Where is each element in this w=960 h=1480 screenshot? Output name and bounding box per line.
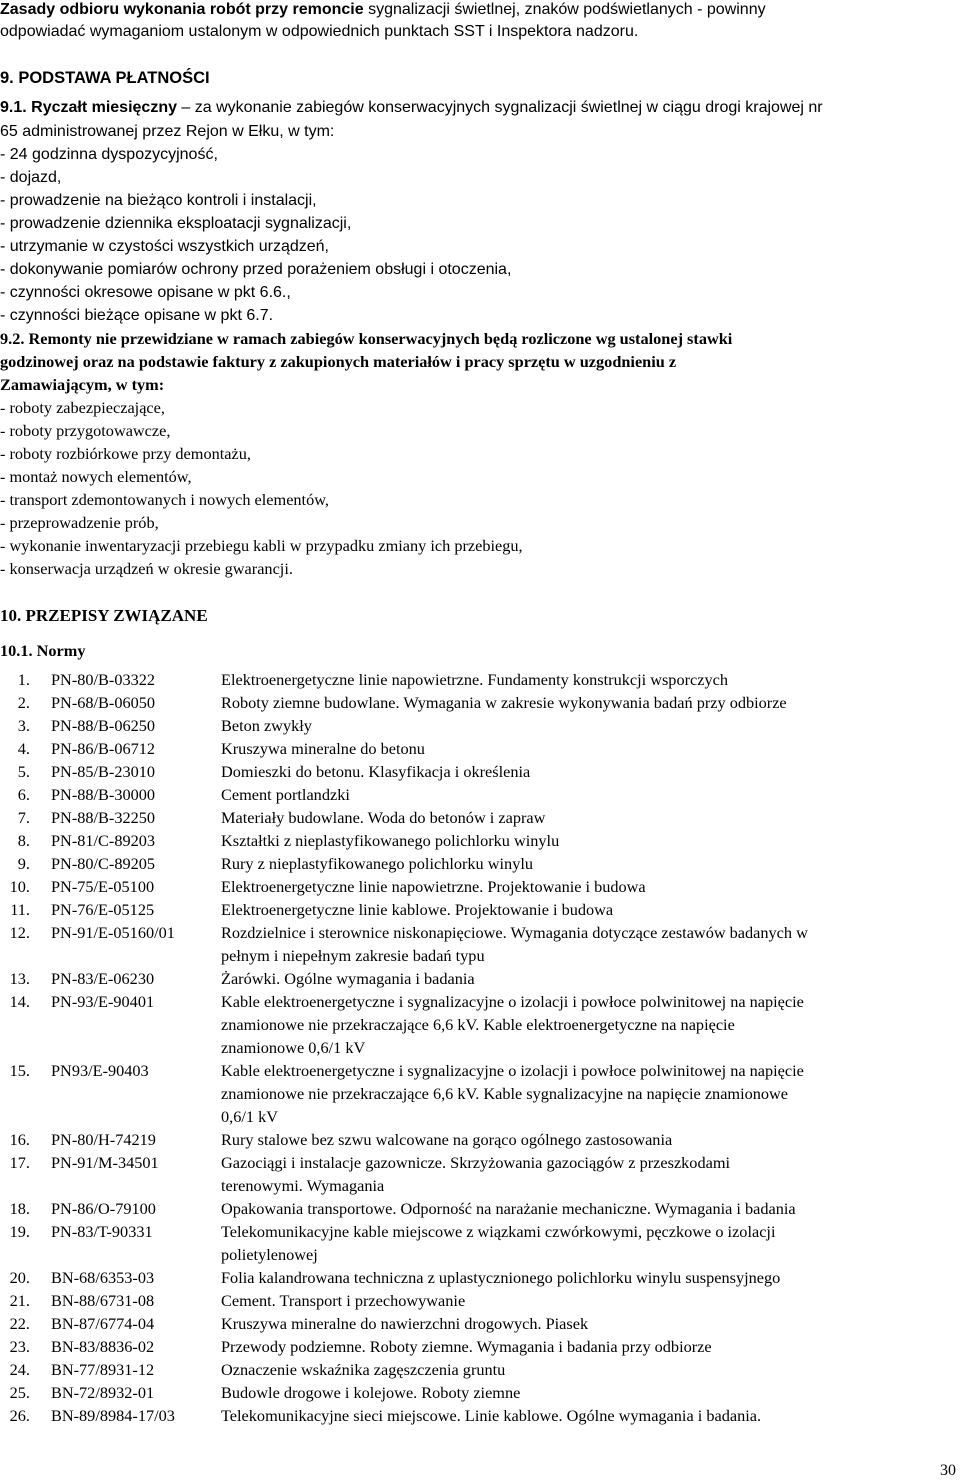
standard-title: Kruszywa mineralne do nawierzchni drogowych. Piasek (221, 1314, 589, 1333)
standard-number: 2. (17, 693, 30, 712)
standard-code: PN-83/T-90331 (51, 1222, 153, 1241)
s92-item: - roboty rozbiórkowe przy demontażu, (0, 444, 251, 463)
s91-item: - prowadzenie na bieżąco kontroli i instalacji, (0, 192, 317, 209)
standard-number: 22. (9, 1314, 30, 1333)
standard-title: Kształtki z nieplastyfikowanego polichlorku winylu (221, 831, 560, 850)
intro-bold-lead: Zasady odbioru wykonania robót przy remoncie (0, 1, 364, 18)
standard-title: pełnym i niepełnym zakresie badań typu (221, 946, 485, 965)
standard-title: Rury stalowe bez szwu walcowane na gorąco ogólnego zastosowania (221, 1130, 673, 1149)
s91-item: - 24 godzinna dyspozycyjność, (0, 146, 218, 163)
s92-item: - roboty przygotowawcze, (0, 421, 171, 440)
standard-number: 18. (9, 1199, 30, 1218)
standard-number: 5. (17, 762, 30, 781)
standard-number: 19. (9, 1222, 30, 1241)
standard-title: Elektroenergetyczne linie kablowe. Projektowanie i budowa (221, 900, 614, 919)
standard-number: 20. (9, 1268, 30, 1287)
page-number: 30 (940, 1462, 956, 1479)
s91-item: - utrzymanie w czystości wszystkich urządzeń, (0, 238, 329, 255)
standard-code: PN-80/C-89205 (51, 854, 156, 873)
standard-code: BN-88/6731-08 (51, 1291, 155, 1310)
s91-item: - czynności bieżące opisane w pkt 6.7. (0, 307, 274, 324)
s91-line-2: 65 administrowanej przez Rejon w Ełku, w tym: (0, 123, 335, 140)
standard-code: PN-86/B-06712 (51, 739, 156, 758)
standard-title: Przewody podziemne. Roboty ziemne. Wymagania i badania przy odbiorze (221, 1337, 712, 1356)
standard-title: Rozdzielnice i sterownice niskonapięciowe. Wymagania dotyczące zestawów badanych w (221, 923, 808, 942)
standard-code: PN-91/M-34501 (51, 1153, 159, 1172)
standard-code: BN-83/8836-02 (51, 1337, 155, 1356)
standard-number: 13. (9, 969, 30, 988)
standard-code: PN-80/B-03322 (51, 670, 156, 689)
standard-code: PN-68/B-06050 (51, 693, 156, 712)
standard-title: znamionowe nie przekraczające 6,6 kV. Kable sygnalizacyjne na napięcie znamionowe (221, 1084, 789, 1103)
intro-line-1-rest: sygnalizacji świetlnej, znaków podświetlanych - powinny (363, 1, 766, 18)
s92-line: godzinowej oraz na podstawie faktury z zakupionych materiałów i pracy sprzętu w uzgodnieniu z (0, 352, 677, 371)
standard-title: Budowle drogowe i kolejowe. Roboty ziemne (221, 1383, 521, 1402)
s91-bold-lead: 9.1. Ryczałt miesięczny (0, 99, 177, 116)
standard-title: Opakowania transportowe. Odporność na narażanie mechaniczne. Wymagania i badania (221, 1199, 796, 1218)
s92-item: - roboty zabezpieczające, (0, 398, 165, 417)
standard-code: BN-68/6353-03 (51, 1268, 155, 1287)
standard-number: 10. (9, 877, 30, 896)
standard-number: 24. (9, 1360, 30, 1379)
intro-line-2: odpowiadać wymaganiom ustalonym w odpowiednich punktach SST i Inspektora nadzoru. (0, 23, 639, 40)
standard-number: 21. (9, 1291, 30, 1310)
standard-title: Żarówki. Ogólne wymagania i badania (221, 969, 475, 988)
standard-title: Cement. Transport i przechowywanie (221, 1291, 466, 1310)
standard-title: Telekomunikacyjne sieci miejscowe. Linie kablowe. Ogólne wymagania i badania. (221, 1406, 762, 1425)
standard-code: PN-76/E-05125 (51, 900, 155, 919)
standard-number: 11. (10, 900, 30, 919)
s92-line: Zamawiającym, w tym: (0, 375, 165, 394)
standard-code: PN-91/E-05160/01 (51, 923, 175, 942)
standard-number: 4. (17, 739, 30, 758)
s91-item: - dojazd, (0, 169, 62, 186)
standard-title: Elektroenergetyczne linie napowietrzne. Projektowanie i budowa (221, 877, 646, 896)
standard-title: 0,6/1 kV (221, 1107, 278, 1126)
standard-code: BN-77/8931-12 (51, 1360, 155, 1379)
standard-number: 6. (17, 785, 30, 804)
standard-code: PN-85/B-23010 (51, 762, 156, 781)
s92-item: - konserwacja urządzeń w okresie gwarancji. (0, 559, 293, 578)
standard-number: 7. (17, 808, 30, 827)
standard-title: Materiały budowlane. Woda do betonów i zapraw (221, 808, 546, 827)
standard-number: 26. (9, 1406, 30, 1425)
standard-code: PN-88/B-06250 (51, 716, 156, 735)
standard-number: 9. (17, 854, 30, 873)
standard-title: polietylenowej (221, 1245, 318, 1264)
standard-title: terenowymi. Wymagania (221, 1176, 385, 1195)
standard-code: BN-87/6774-04 (51, 1314, 155, 1333)
standard-title: Roboty ziemne budowlane. Wymagania w zakresie wykonywania badań przy odbiorze (221, 693, 787, 712)
standard-title: Domieszki do betonu. Klasyfikacja i określenia (221, 762, 531, 781)
standard-number: 25. (9, 1383, 30, 1402)
standard-title: Rury z nieplastyfikowanego polichlorku winylu (221, 854, 533, 873)
intro-line-1 (0, 0, 766, 20)
standard-title: Kable elektroenergetyczne i sygnalizacyjne o izolacji i powłoce polwinitowej na napięcie (221, 992, 804, 1011)
s91-line-1 (0, 98, 823, 118)
standard-number: 16. (9, 1130, 30, 1149)
s91-item: - dokonywanie pomiarów ochrony przed porażeniem obsługi i otoczenia, (0, 261, 512, 278)
s92-item: - montaż nowych elementów, (0, 467, 192, 486)
standard-code: PN-88/B-30000 (51, 785, 156, 804)
standard-code: PN-81/C-89203 (51, 831, 156, 850)
s92-item: - wykonanie inwentaryzacji przebiegu kabli w przypadku zmiany ich przebiegu, (0, 536, 523, 555)
standard-title: Cement portlandzki (221, 785, 350, 804)
standard-code: PN-80/H-74219 (51, 1130, 156, 1149)
standard-title: Kruszywa mineralne do betonu (221, 739, 425, 758)
standard-title: znamionowe 0,6/1 kV (221, 1038, 366, 1057)
standard-number: 23. (9, 1337, 30, 1356)
standard-code: PN-88/B-32250 (51, 808, 156, 827)
standard-title: Kable elektroenergetyczne i sygnalizacyjne o izolacji i powłoce polwinitowej na napięcie (221, 1061, 804, 1080)
s92-item: - przeprowadzenie prób, (0, 513, 159, 532)
section-10-heading: 10. PRZEPISY ZWIĄZANE (0, 606, 208, 625)
standard-number: 3. (17, 716, 30, 735)
standard-title: Telekomunikacyjne kable miejscowe z wiązkami czwórkowymi, pęczkowe o izolacji (221, 1222, 776, 1241)
standard-number: 8. (17, 831, 30, 850)
standard-title: Gazociągi i instalacje gazownicze. Skrzyżowania gazociągów z przeszkodami (221, 1153, 731, 1172)
section-9-heading: 9. PODSTAWA PŁATNOŚCI (0, 69, 210, 87)
s91-line-1-rest: – za wykonanie zabiegów konserwacyjnych sygnalizacji świetlnej w ciągu drogi krajowej nr (176, 99, 823, 116)
standard-code: PN-86/O-79100 (51, 1199, 156, 1218)
standard-code: PN-83/E-06230 (51, 969, 155, 988)
standard-number: 15. (9, 1061, 30, 1080)
s92-item: - transport zdemontowanych i nowych elementów, (0, 490, 329, 509)
standard-title: Beton zwykły (221, 716, 312, 735)
standard-title: Oznaczenie wskaźnika zagęszczenia gruntu (221, 1360, 506, 1379)
standard-number: 1. (17, 670, 30, 689)
standard-code: BN-89/8984-17/03 (51, 1406, 175, 1425)
standard-code: BN-72/8932-01 (51, 1383, 155, 1402)
standard-number: 12. (9, 923, 30, 942)
standard-number: 14. (9, 992, 30, 1011)
s91-item: - prowadzenie dziennika eksploatacji sygnalizacji, (0, 215, 352, 232)
standard-code: PN-75/E-05100 (51, 877, 155, 896)
s91-item: - czynności okresowe opisane w pkt 6.6., (0, 284, 291, 301)
standard-code: PN93/E-90403 (51, 1061, 149, 1080)
standard-title: Elektroenergetyczne linie napowietrzne. Fundamenty konstrukcji wsporczych (221, 670, 728, 689)
standard-title: znamionowe nie przekraczające 6,6 kV. Kable elektroenergetyczne na napięcie (221, 1015, 735, 1034)
standard-title: Folia kalandrowana techniczna z uplastycznionego polichlorku winylu suspensyjnego (221, 1268, 781, 1287)
s92-line: 9.2. Remonty nie przewidziane w ramach zabiegów konserwacyjnych będą rozliczone wg ustalonej stawki (0, 329, 733, 348)
section-10-1-heading: 10.1. Normy (0, 641, 86, 660)
standard-code: PN-93/E-90401 (51, 992, 155, 1011)
standard-number: 17. (9, 1153, 30, 1172)
